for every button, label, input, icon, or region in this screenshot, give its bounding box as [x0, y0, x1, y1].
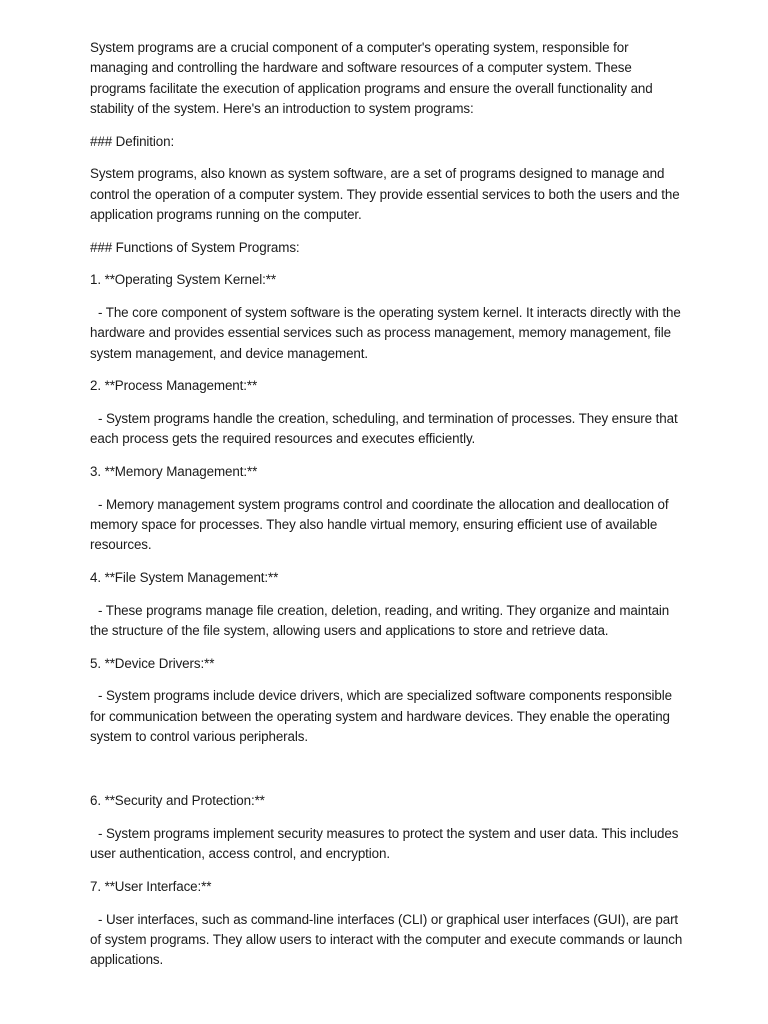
document-page: [90, 38, 690, 983]
item-title: 6. **Security and Protection:**: [90, 793, 265, 809]
item-title: 7. **User Interface:**: [90, 879, 212, 895]
item-text: - System programs include device drivers, which are specialized software components responsible for communication between the operating system and hardware devices. They enable the operating system to control various peripherals.: [90, 688, 673, 744]
definition-paragraph: System programs, also known as system software, are a set of programs designed to manage and control the operation of a computer system. They provide essential services to both the users and the application programs running on the computer.: [90, 166, 680, 222]
item-text: - User interfaces, such as command-line interfaces (CLI) or graphical user interfaces (GUI), are part of system programs. They allow users to interact with the computer and execute commands or launch applications.: [90, 911, 683, 968]
item-title: 3. **Memory Management:**: [90, 463, 258, 479]
item-title: 2. **Process Management:**: [90, 378, 258, 394]
definition-heading: ### Definition:: [90, 133, 175, 149]
item-text: - System programs handle the creation, scheduling, and termination of processes. They ensure that each process gets the required resources and executes efficiently.: [90, 410, 678, 447]
item-title: 5. **Device Drivers:**: [90, 655, 215, 671]
blank-spacer: [90, 759, 690, 791]
item-text: - These programs manage file creation, deletion, reading, and writing. They organize and maintain the structure of the file system, allowing users and applications to store and retrieve data.: [90, 602, 670, 638]
item-text: - The core component of system software is the operating system kernel. It interacts directly with the hardware and provides essential services such as process management, memory management, file system management, and device management.: [90, 304, 681, 361]
item-text: - Memory management system programs control and coordinate the allocation and deallocation of memory space for processes. They also handle virtual memory, ensuring efficient use of available resources.: [90, 496, 669, 553]
functions-heading: ### Functions of System Programs:: [90, 239, 300, 255]
item-text: - System programs implement security measures to protect the system and user data. This includes user authentication, access control, and encryption.: [90, 826, 679, 862]
intro-paragraph: System programs are a crucial component of a computer's operating system, responsible for managing and controlling the hardware and software resources of a computer system. These programs facilitate the execution of application programs and ensure the overall functionality and stability of the system. Here's an introduction to system programs:: [90, 40, 653, 116]
item-title: 1. **Operating System Kernel:**: [90, 272, 276, 288]
item-title: 4. **File System Management:**: [90, 569, 279, 585]
